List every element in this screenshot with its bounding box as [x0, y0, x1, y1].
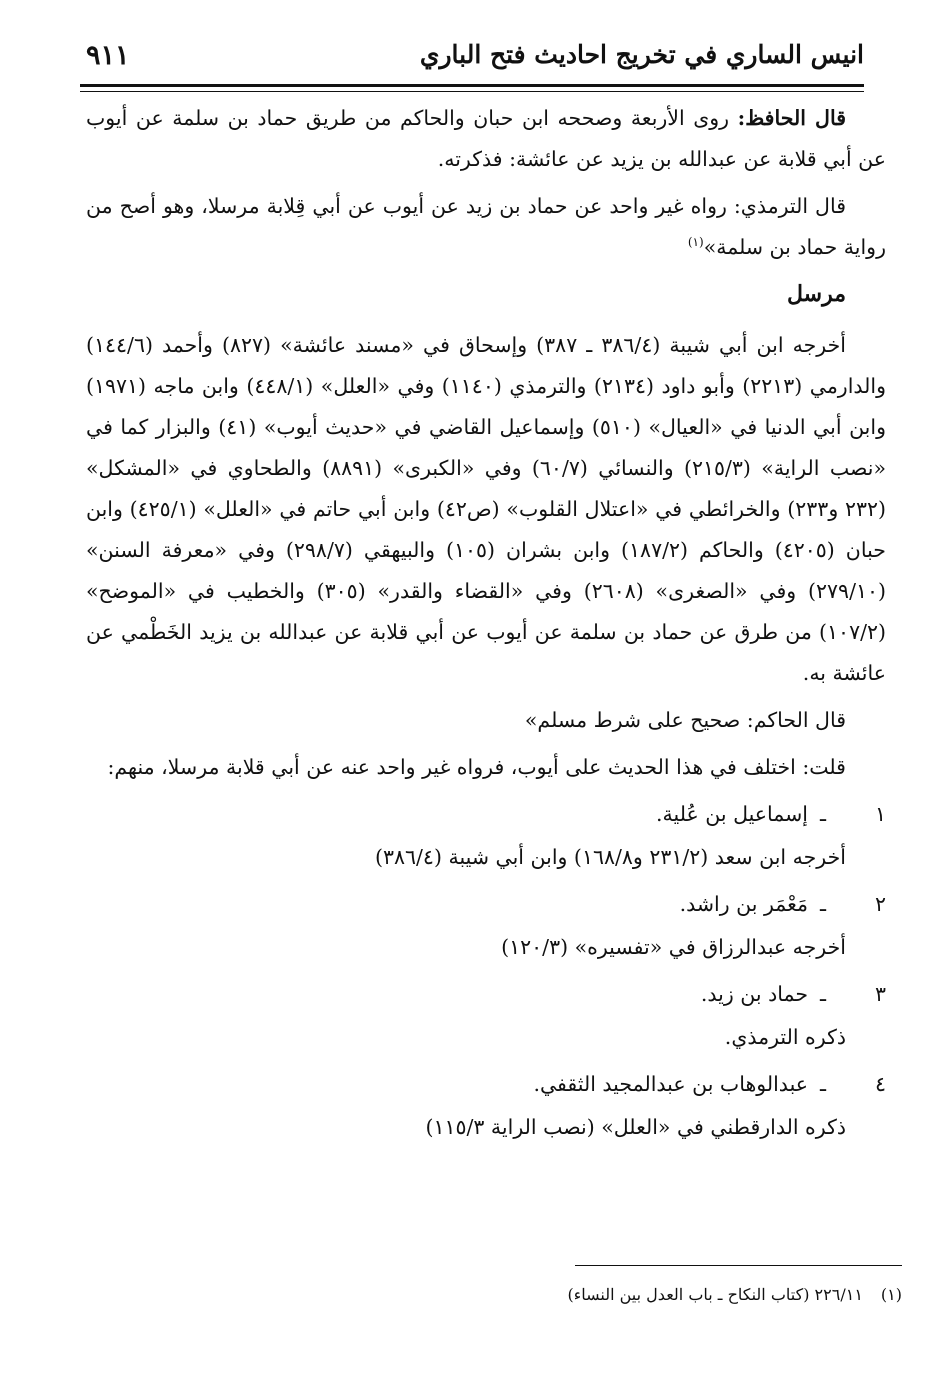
- paragraph-qultu: قلت: اختلف في هذا الحديث على أيوب، فرواه غير واحد عنه عن أبي قلابة مرسلا، منهم:: [107, 755, 846, 779]
- page-header: [80, 38, 864, 82]
- narrators-list: [86, 794, 886, 1148]
- item-name: إسماعيل بن عُلية.: [656, 802, 808, 826]
- page-number: ٩١١: [86, 40, 130, 71]
- item-source: أخرجه ابن سعد (٢٣١/٢ و١٦٨/٨) وابن أبي شيبة (٣٨٦/٤): [374, 845, 846, 869]
- page-body: [86, 98, 886, 1154]
- tirmidhi-text: قال الترمذي: رواه غير واحد عن حماد بن زيد عن أيوب عن أبي قِلابة مرسلا، وهو أصح من رواية حماد بن سلمة»: [86, 194, 886, 259]
- item-dash: ـ: [819, 802, 826, 826]
- item-name: عبدالوهاب بن عبدالمجيد الثقفي.: [533, 1072, 808, 1096]
- footnote-rule: [575, 1265, 902, 1266]
- item-source: ذكره الدارقطني في «العلل» (نصب الراية ١١٥/٣): [425, 1115, 846, 1139]
- item-name: مَعْمَر بن راشد.: [679, 892, 808, 916]
- item-source: أخرجه عبدالرزاق في «تفسيره» (١٢٠/٣): [501, 935, 846, 959]
- list-item: [86, 794, 886, 878]
- item-dash: ـ: [819, 892, 826, 916]
- item-number: ٤: [874, 1072, 886, 1096]
- header-rule-thin: [80, 91, 864, 92]
- footnote-ref: (١): [687, 235, 704, 250]
- section-title-mursal: مرسل: [786, 281, 846, 307]
- footnote-text: ٢٢٦/١١ (كتاب النكاح ـ باب العدل بين النساء): [567, 1285, 863, 1304]
- header-rule-thick: [80, 84, 864, 87]
- running-title: انيس الساري في تخريج احاديث فتح الباري: [419, 40, 864, 69]
- paragraph-takhrij: أخرجه ابن أبي شيبة (٣٨٦/٤ ـ ٣٨٧) وإسحاق في «مسند عائشة» (٨٢٧) وأحمد (١٤٤/٦) والدارمي (٢٢١٣) وأبو داود (٢١٣٤) والترمذي (١١٤٠) وفي «العلل» (٤٤٨/١) وابن ماجه (١٩٧١) وابن أبي الدنيا في «العيال» (٥١٠) وإسماعيل القاضي في «حديث أيوب» (٤١) والبزار كما في «نصب الراية» (٢١٥/٣) والنسائي (٦٠/٧) وفي «الكبرى» (٨٨٩١) والطحاوي في «المشكل» (٢٣٢ و٢٣٣) والخرائطي في «اعتلال القلوب» (ص٤٢) وابن أبي حاتم في «العلل» (٤٢٥/١) وابن حبان (٤٢٠٥) والحاكم (١٨٧/٢) وابن بشران (١٠٥) والبيهقي (٢٩٨/٧) وفي «معرفة السنن» (٢٧٩/١٠) وفي «الصغرى» (٢٦٠٨) وفي «القضاء والقدر» (٣٠٥) والخطيب في «الموضح» (١٠٧/٢) من طرق عن حماد بن سلمة عن أيوب عن أبي قلابة عن عبدالله بن يزيد الخَطْمي عن عائشة به.: [86, 333, 887, 685]
- list-item: [86, 974, 886, 1058]
- hafiz-text: روى الأربعة وصححه ابن حبان والحاكم من طريق حماد بن سلمة عن أيوب عن أبي قلابة عن عبدالله بن يزيد عن عائشة: فذكرته.: [86, 106, 886, 171]
- list-item: [86, 884, 886, 968]
- paragraph-tirmidhi: [86, 186, 886, 268]
- item-name: حماد بن زيد.: [700, 982, 808, 1006]
- hafiz-label: قال الحافظ:: [737, 106, 846, 130]
- paragraph-hafiz: [86, 98, 886, 180]
- paragraph-hakim: قال الحاكم: صحيح على شرط مسلم»: [524, 708, 846, 732]
- footnote: [90, 1283, 902, 1307]
- item-dash: ـ: [819, 982, 826, 1006]
- item-number: ٣: [874, 982, 886, 1006]
- item-number: ١: [874, 802, 886, 826]
- item-source: ذكره الترمذي.: [724, 1025, 846, 1049]
- list-item: [86, 1064, 886, 1148]
- item-number: ٢: [874, 892, 886, 916]
- item-dash: ـ: [819, 1072, 826, 1096]
- footnote-number: (١): [880, 1285, 902, 1304]
